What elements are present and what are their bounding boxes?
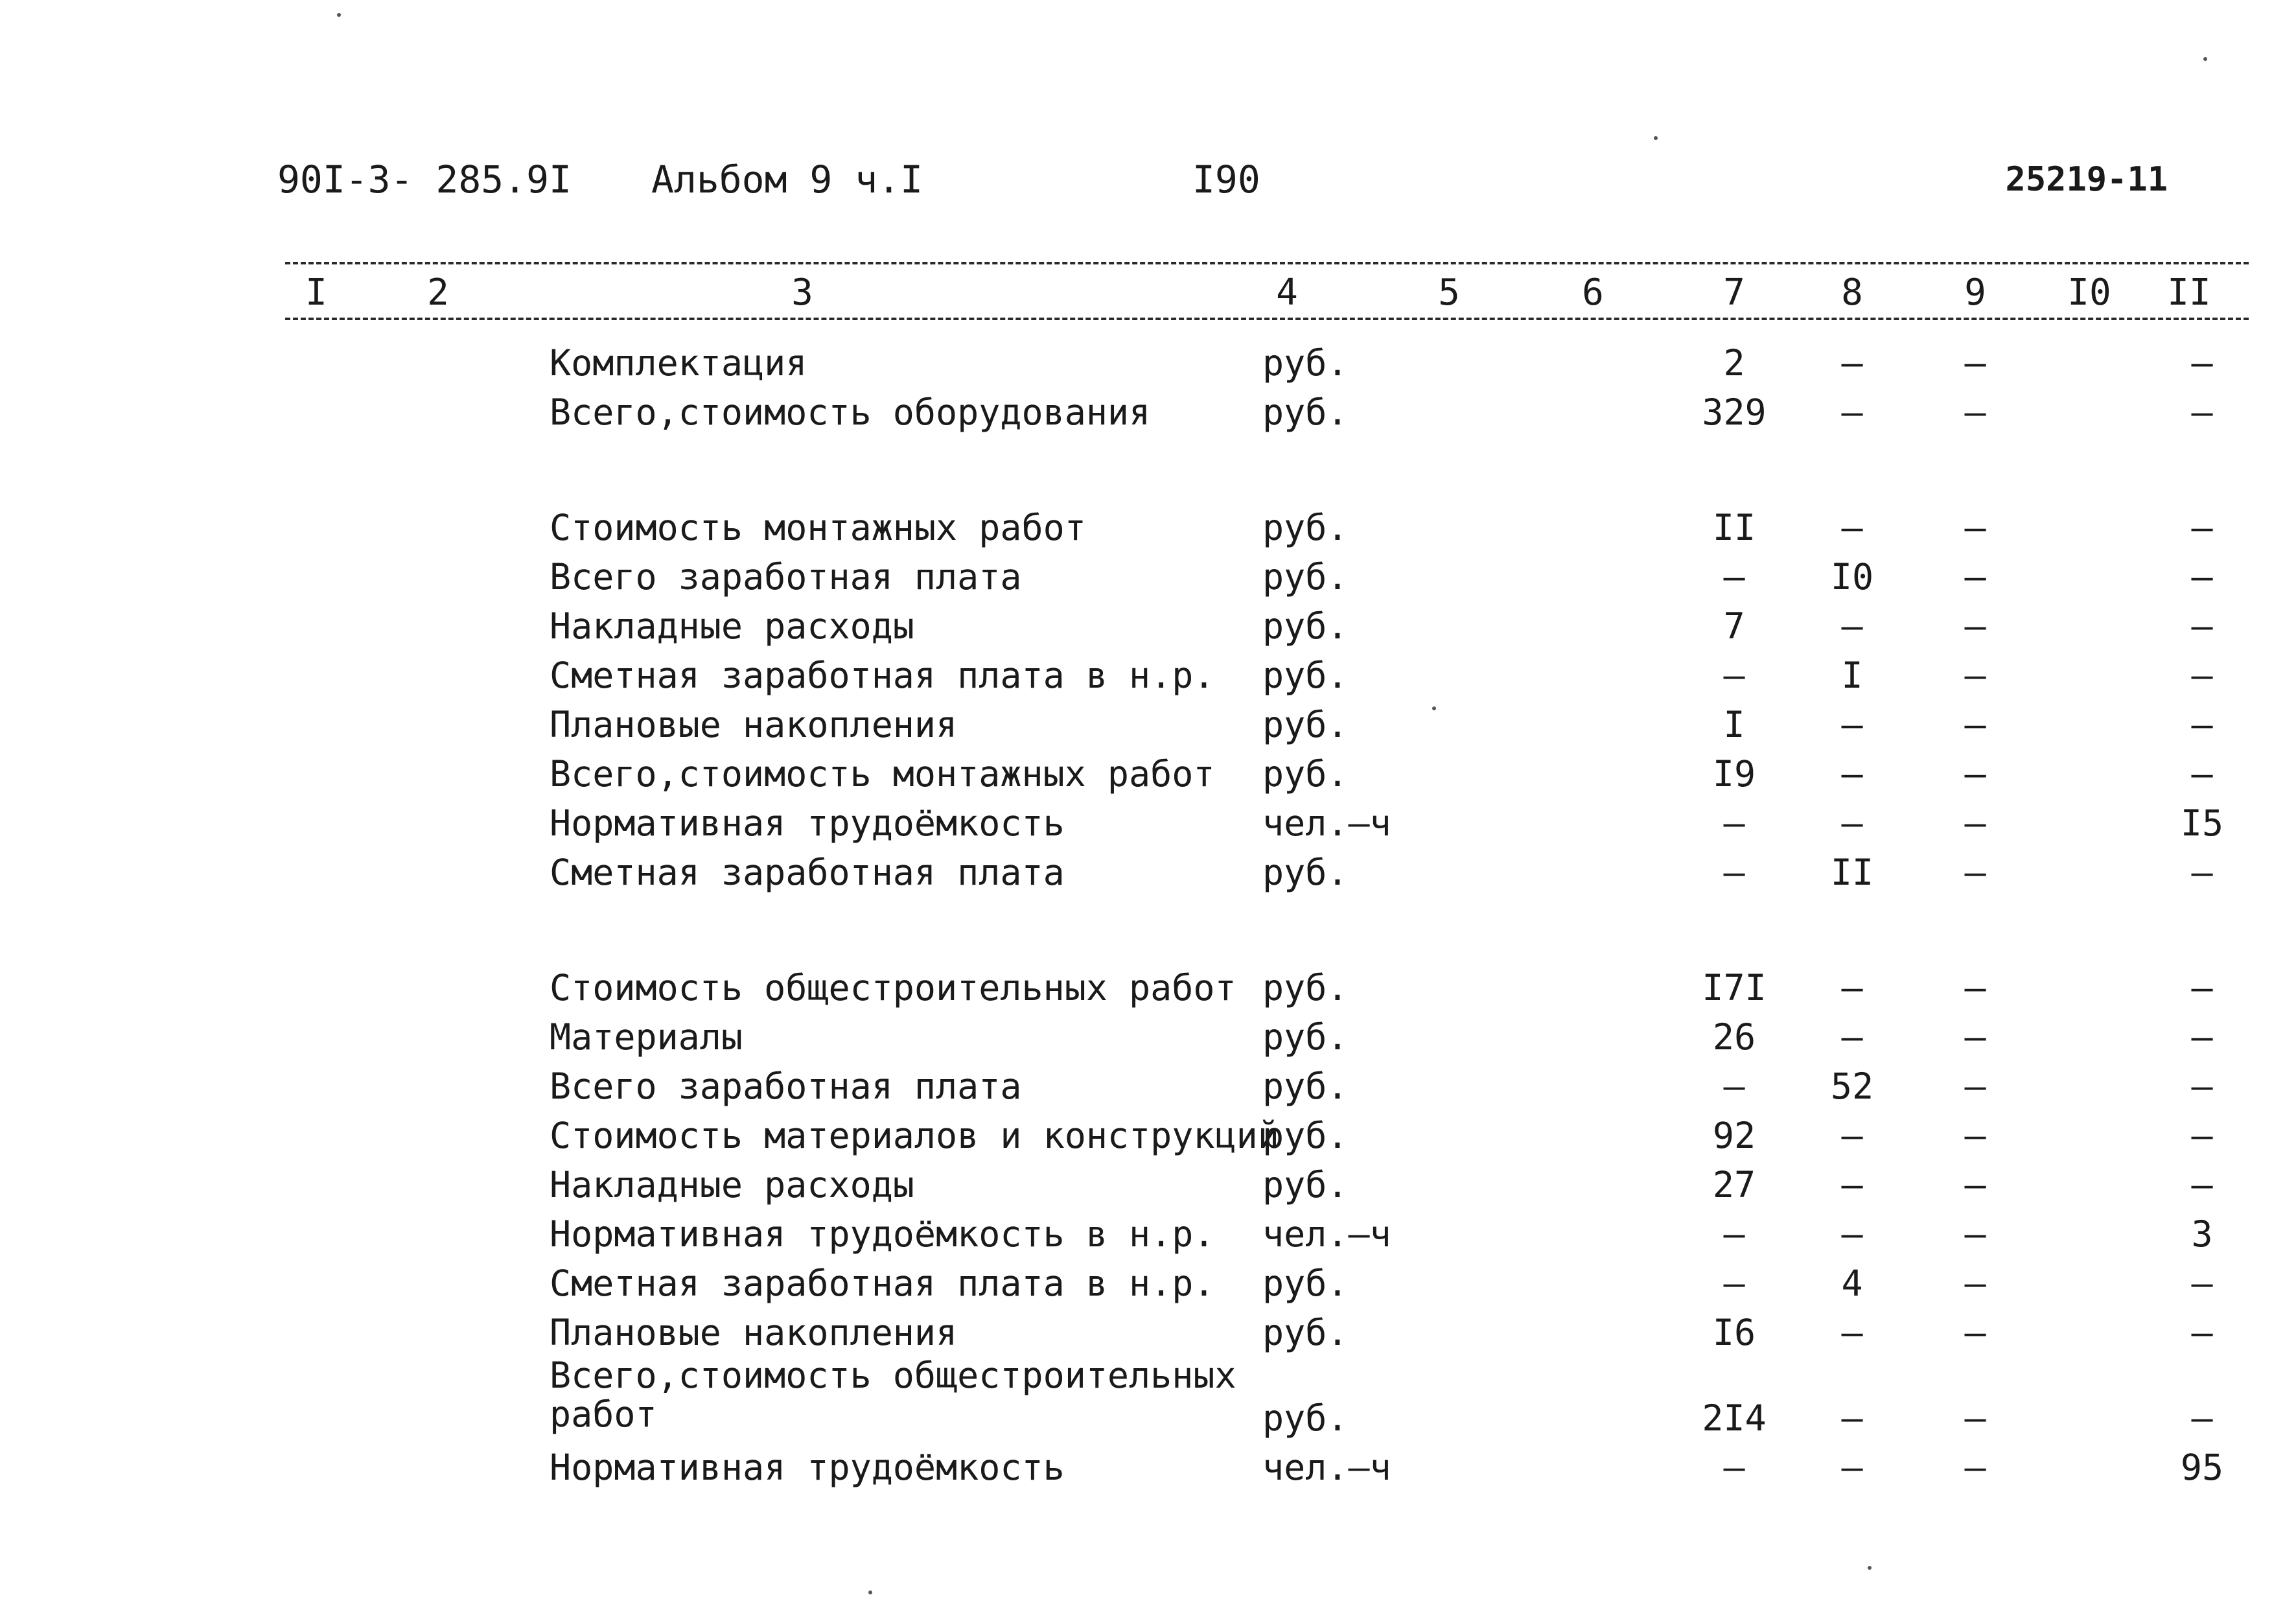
row-unit: руб.	[1262, 1164, 1349, 1206]
table-row	[0, 700, 2296, 749]
row-col7: 92	[1712, 1115, 1756, 1156]
row-name: Сметная заработная плата	[550, 852, 1065, 893]
row-name: Комплектация	[550, 342, 807, 384]
row-col7: 2	[1723, 342, 1745, 384]
row-col8: 4	[1841, 1263, 1863, 1304]
document-code: 90I-3- 285.9I	[277, 157, 572, 202]
row-col11: –	[2191, 753, 2213, 795]
row-unit: руб.	[1262, 753, 1349, 795]
table-row	[0, 388, 2296, 437]
row-col9: –	[1964, 507, 1986, 548]
row-col7: –	[1723, 1066, 1745, 1107]
table-row	[0, 1012, 2296, 1062]
page-number: I90	[1192, 157, 1260, 202]
row-name: Плановые накопления	[550, 704, 958, 745]
row-unit: чел.–ч	[1262, 1213, 1391, 1255]
row-col9: –	[1964, 1312, 1986, 1353]
row-col7: 2I4	[1702, 1397, 1767, 1439]
row-unit: руб.	[1262, 1263, 1349, 1304]
scan-speck	[1654, 136, 1658, 140]
header-rule-top	[285, 262, 2249, 264]
row-col8: –	[1841, 802, 1863, 844]
row-unit: руб.	[1262, 704, 1349, 745]
row-unit: руб.	[1262, 1115, 1349, 1156]
row-name: Стоимость монтажных работ	[550, 507, 1086, 548]
row-col8: –	[1841, 753, 1863, 795]
row-col7: I6	[1712, 1312, 1756, 1353]
row-col8: –	[1841, 704, 1863, 745]
row-col8: –	[1841, 1164, 1863, 1206]
row-col9: –	[1964, 1115, 1986, 1156]
row-col7: 27	[1712, 1164, 1756, 1206]
row-col7: –	[1723, 655, 1745, 696]
row-unit: руб.	[1262, 1397, 1349, 1439]
row-col8: –	[1841, 967, 1863, 1008]
column-number-6: 6	[1582, 272, 1604, 314]
row-name: Всего заработная плата	[550, 1066, 1022, 1107]
row-col11: 3	[2191, 1213, 2213, 1255]
scan-speck	[868, 1591, 872, 1594]
row-col11: –	[2191, 1397, 2213, 1439]
row-col8: –	[1841, 605, 1863, 647]
row-unit: руб.	[1262, 1016, 1349, 1058]
table-row	[0, 503, 2296, 552]
row-col7: –	[1723, 852, 1745, 893]
table-row	[0, 848, 2296, 897]
row-col9: –	[1964, 1066, 1986, 1107]
row-col11: –	[2191, 507, 2213, 548]
row-unit: руб.	[1262, 556, 1349, 598]
row-col8: 52	[1830, 1066, 1874, 1107]
row-col8: –	[1841, 1397, 1863, 1439]
row-col11: –	[2191, 852, 2213, 893]
row-col11: –	[2191, 1066, 2213, 1107]
row-col8: –	[1841, 1016, 1863, 1058]
column-number-2: 2	[427, 272, 449, 314]
row-col11: –	[2191, 655, 2213, 696]
row-name: Всего,стоимость общестроительных работ	[550, 1355, 1236, 1435]
table-row	[0, 1443, 2296, 1492]
document-number: 25219-11	[2005, 160, 2168, 199]
row-unit: руб.	[1262, 507, 1349, 548]
table-row	[0, 1308, 2296, 1357]
row-unit: чел.–ч	[1262, 802, 1391, 844]
row-unit: руб.	[1262, 852, 1349, 893]
row-col11: –	[2191, 391, 2213, 433]
row-col8: –	[1841, 1115, 1863, 1156]
row-col9: –	[1964, 852, 1986, 893]
row-col11: –	[2191, 556, 2213, 598]
row-col7: 26	[1712, 1016, 1756, 1058]
row-col8: –	[1841, 507, 1863, 548]
row-name: Стоимость материалов и конструкций	[550, 1115, 1279, 1156]
row-col7: I	[1723, 704, 1745, 745]
row-col11: –	[2191, 1016, 2213, 1058]
row-unit: руб.	[1262, 655, 1349, 696]
row-col9: –	[1964, 802, 1986, 844]
row-name: Всего заработная плата	[550, 556, 1022, 598]
row-name: Накладные расходы	[550, 1164, 914, 1206]
table-row	[0, 1209, 2296, 1259]
row-col11: 95	[2180, 1447, 2224, 1488]
row-col8: –	[1841, 342, 1863, 384]
row-col11: –	[2191, 1312, 2213, 1353]
scan-speck	[337, 13, 341, 17]
row-col9: –	[1964, 1263, 1986, 1304]
row-col9: –	[1964, 753, 1986, 795]
column-number-10: I0	[2067, 272, 2111, 314]
table-row	[0, 1062, 2296, 1111]
row-unit: руб.	[1262, 1312, 1349, 1353]
row-name: Материалы	[550, 1016, 743, 1058]
row-name: Нормативная трудоёмкость в н.р.	[550, 1213, 1215, 1255]
row-col9: –	[1964, 1164, 1986, 1206]
row-unit: чел.–ч	[1262, 1447, 1391, 1488]
row-col7: II	[1712, 507, 1756, 548]
row-unit: руб.	[1262, 967, 1349, 1008]
row-col8: I	[1841, 655, 1863, 696]
column-number-4: 4	[1276, 272, 1298, 314]
column-number-8: 8	[1841, 272, 1863, 314]
row-name: Сметная заработная плата в н.р.	[550, 655, 1215, 696]
row-name: Всего,стоимость монтажных работ	[550, 753, 1215, 795]
row-col9: –	[1964, 655, 1986, 696]
column-number-9: 9	[1964, 272, 1986, 314]
row-col11: –	[2191, 605, 2213, 647]
column-number-3: 3	[791, 272, 813, 314]
row-col9: –	[1964, 556, 1986, 598]
row-col11: –	[2191, 1263, 2213, 1304]
row-name: Плановые накопления	[550, 1312, 958, 1353]
table-row	[0, 601, 2296, 651]
row-col9: –	[1964, 704, 1986, 745]
row-unit: руб.	[1262, 605, 1349, 647]
album-label: Альбом 9 ч.I	[651, 157, 923, 202]
column-number-11: II	[2167, 272, 2211, 314]
row-col8: –	[1841, 1312, 1863, 1353]
row-name: Нормативная трудоёмкость	[550, 802, 1065, 844]
row-unit: руб.	[1262, 342, 1349, 384]
row-unit: руб.	[1262, 391, 1349, 433]
row-col7: I9	[1712, 753, 1756, 795]
table-row	[0, 1259, 2296, 1308]
table-row	[0, 749, 2296, 798]
row-col11: –	[2191, 967, 2213, 1008]
table-row	[0, 963, 2296, 1012]
table-row	[0, 552, 2296, 601]
row-col9: –	[1964, 967, 1986, 1008]
row-col7: –	[1723, 1263, 1745, 1304]
row-name: Сметная заработная плата в н.р.	[550, 1263, 1215, 1304]
row-col11: –	[2191, 704, 2213, 745]
row-col8: –	[1841, 1447, 1863, 1488]
column-number-7: 7	[1723, 272, 1745, 314]
row-col11: I5	[2180, 802, 2224, 844]
table-row	[0, 1111, 2296, 1160]
scan-speck	[1432, 706, 1436, 710]
row-col11: –	[2191, 1115, 2213, 1156]
column-number-1: I	[305, 272, 327, 314]
row-col7: –	[1723, 802, 1745, 844]
scan-speck	[1868, 1566, 1872, 1570]
row-col11: –	[2191, 1164, 2213, 1206]
table-row	[0, 1160, 2296, 1209]
row-col7: –	[1723, 1213, 1745, 1255]
row-col9: –	[1964, 1447, 1986, 1488]
column-number-5: 5	[1438, 272, 1460, 314]
row-col8: I0	[1830, 556, 1874, 598]
row-col9: –	[1964, 605, 1986, 647]
row-col9: –	[1964, 391, 1986, 433]
row-col7: –	[1723, 1447, 1745, 1488]
row-col9: –	[1964, 1213, 1986, 1255]
row-col8: –	[1841, 391, 1863, 433]
row-name: Накладные расходы	[550, 605, 914, 647]
row-col7: 7	[1723, 605, 1745, 647]
table-row	[0, 651, 2296, 700]
row-col11: –	[2191, 342, 2213, 384]
table-row	[0, 338, 2296, 388]
row-col7: –	[1723, 556, 1745, 598]
row-col9: –	[1964, 342, 1986, 384]
table-row	[0, 1355, 2296, 1443]
row-unit: руб.	[1262, 1066, 1349, 1107]
scan-speck	[2203, 57, 2207, 61]
header-rule-bottom	[285, 318, 2249, 320]
row-col8: –	[1841, 1213, 1863, 1255]
table-row	[0, 798, 2296, 848]
row-col8: II	[1830, 852, 1874, 893]
row-name: Всего,стоимость оборудования	[550, 391, 1151, 433]
row-name: Стоимость общестроительных работ	[550, 967, 1236, 1008]
row-col7: I7I	[1702, 967, 1767, 1008]
row-name: Нормативная трудоёмкость	[550, 1447, 1065, 1488]
row-col9: –	[1964, 1016, 1986, 1058]
row-col9: –	[1964, 1397, 1986, 1439]
row-col7: 329	[1702, 391, 1767, 433]
